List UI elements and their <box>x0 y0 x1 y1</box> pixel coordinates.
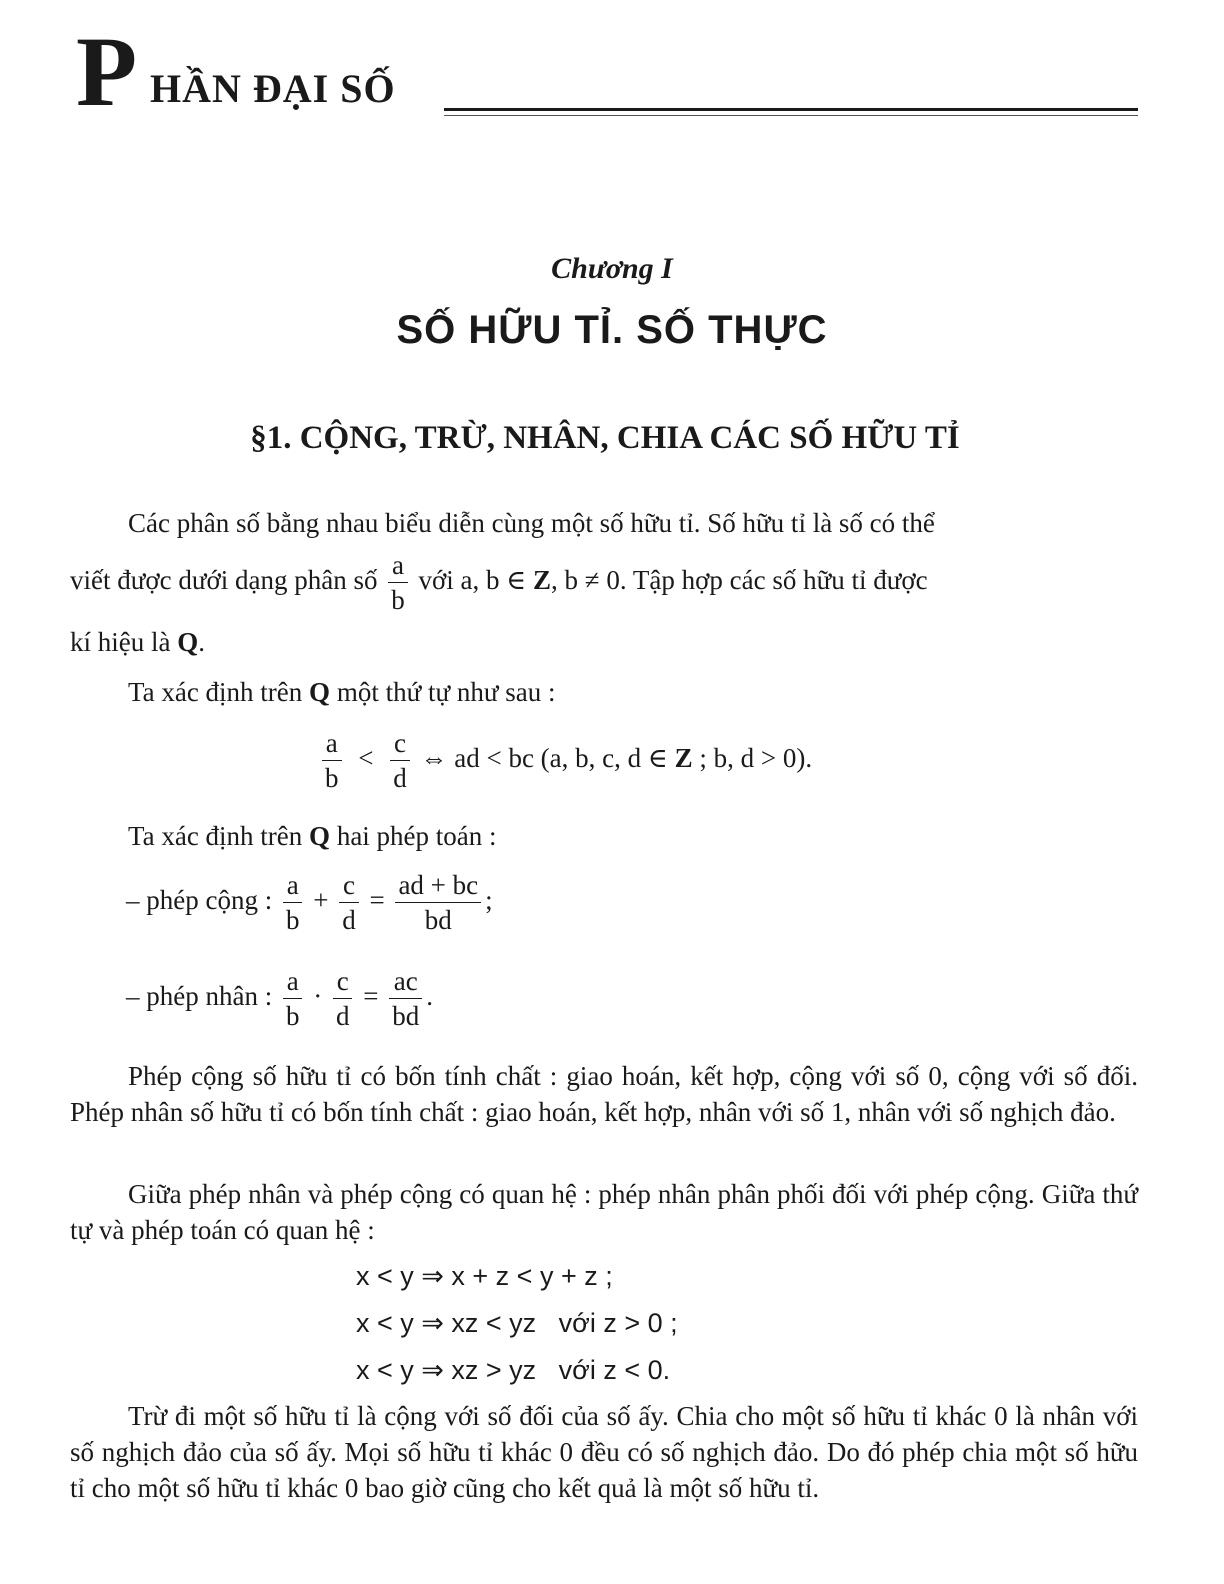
p2-text-a: Ta xác định trên <box>128 677 303 707</box>
frac-num: c <box>333 968 353 999</box>
p1-text-a: viết được dưới dạng phân số <box>70 565 378 596</box>
frac-num: a <box>283 872 303 903</box>
frac-den: bd <box>424 905 452 935</box>
fraction-a-b <box>322 730 342 792</box>
fraction-c-d <box>339 872 359 934</box>
frac-den: d <box>393 763 407 793</box>
p2-text-b: một thứ tự như sau : <box>336 677 556 707</box>
p1-text-d: kí hiệu là <box>70 627 171 657</box>
period: . <box>426 981 433 1012</box>
equals-sign: = <box>363 981 379 1012</box>
addition-label: – phép cộng : <box>126 885 273 916</box>
frac-den: b <box>285 905 300 935</box>
fraction-product <box>389 968 422 1030</box>
p2-line <box>128 674 555 710</box>
p1-line1: Các phân số bằng nhau biểu diễn cùng một số hữu tỉ. Số hữu tỉ là số có thể <box>128 508 935 538</box>
fraction-a-b <box>388 552 408 614</box>
header-rule-thin <box>444 115 1138 116</box>
frac-num: a <box>322 730 342 761</box>
frac-num: c <box>390 730 410 761</box>
frac-num: c <box>339 872 359 903</box>
equals-sign: = <box>369 885 385 916</box>
frac-num: ac <box>389 968 422 999</box>
fraction-c-d <box>390 730 410 792</box>
p3-text-a: Ta xác định trên <box>128 821 303 851</box>
frac-den: b <box>391 585 405 615</box>
p1-text-c: , b ≠ 0. Tập hợp các số hữu tỉ được <box>551 565 928 596</box>
set-Q: Q <box>177 627 199 657</box>
frac-den: b <box>325 763 339 793</box>
p1-text-b: với a, b ∈ <box>418 565 527 596</box>
part-title: HẦN ĐẠI SỐ <box>150 66 396 111</box>
section-title: §1. CỘNG, TRỪ, NHÂN, CHIA CÁC SỐ HỮU TỈ <box>250 420 960 456</box>
multiplication-formula <box>126 968 433 1030</box>
p1-line2 <box>70 552 928 614</box>
less-than-sign: < <box>358 743 374 774</box>
p3-line <box>128 818 497 854</box>
multiplication-label: – phép nhân : <box>126 981 273 1012</box>
set-Q: Q <box>309 821 331 851</box>
part-header <box>76 16 1138 127</box>
dot-sign: · <box>313 981 323 1012</box>
frac-den: b <box>285 1001 300 1031</box>
fraction-c-d <box>333 968 353 1030</box>
order-text-b: ; b, d > 0). <box>699 743 813 774</box>
frac-num: a <box>283 968 303 999</box>
p4-paragraph: Phép cộng số hữu tỉ có bốn tính chất : giao hoán, kết hợp, cộng với số 0, cộng với số đối. Phép nhân số hữu tỉ có bốn tính chất : giao hoán, kết hợp, nhân với số 1, nhân với số nghịch đảo. <box>70 1061 1138 1127</box>
p5-paragraph: Giữa phép nhân và phép cộng có quan hệ : phép nhân phân phối đối với phép cộng. Giữa thứ tự và phép toán có quan hệ : <box>70 1179 1138 1245</box>
set-Q: Q <box>309 677 331 707</box>
fraction-a-b <box>283 968 303 1030</box>
p1-line3 <box>70 624 205 660</box>
rule-2: x < y ⇒ xz < yz với z > 0 ; <box>356 1308 678 1338</box>
frac-den: d <box>342 905 356 935</box>
chapter-label: Chương I <box>551 252 673 285</box>
fraction-a-b <box>283 872 303 934</box>
part-initial-letter: P <box>76 16 138 127</box>
frac-num: a <box>388 552 408 583</box>
frac-den: bd <box>392 1001 420 1031</box>
header-rule <box>444 108 1138 111</box>
rule-1: x < y ⇒ x + z < y + z ; <box>356 1261 613 1291</box>
p3-text-b: hai phép toán : <box>336 821 497 851</box>
plus-sign: + <box>313 885 329 916</box>
order-formula <box>318 730 812 792</box>
rule-3: x < y ⇒ xz > yz với z < 0. <box>356 1355 671 1385</box>
frac-num: ad + bc <box>395 872 481 903</box>
addition-formula <box>126 872 493 934</box>
set-Z: Z <box>533 565 552 596</box>
p1-text-e: . <box>198 627 205 657</box>
set-Z: Z <box>674 743 693 774</box>
fraction-sum <box>395 872 481 934</box>
frac-den: d <box>335 1001 350 1031</box>
order-text-a: ⇔ ad < bc (a, b, c, d ∈ <box>420 743 668 774</box>
semicolon: ; <box>485 885 493 916</box>
chapter-title: SỐ HỮU TỈ. SỐ THỰC <box>396 308 828 352</box>
p6-paragraph: Trừ đi một số hữu tỉ là cộng với số đối của số ấy. Chia cho một số hữu tỉ khác 0 là nhân với số nghịch đảo của số ấy. Mọi số hữu tỉ khác 0 đều có số nghịch đảo. Do đó phép chia một số hữu tỉ cho một số hữu tỉ khác 0 bao giờ cũng cho kết quả là một số hữu tỉ. <box>70 1401 1138 1503</box>
